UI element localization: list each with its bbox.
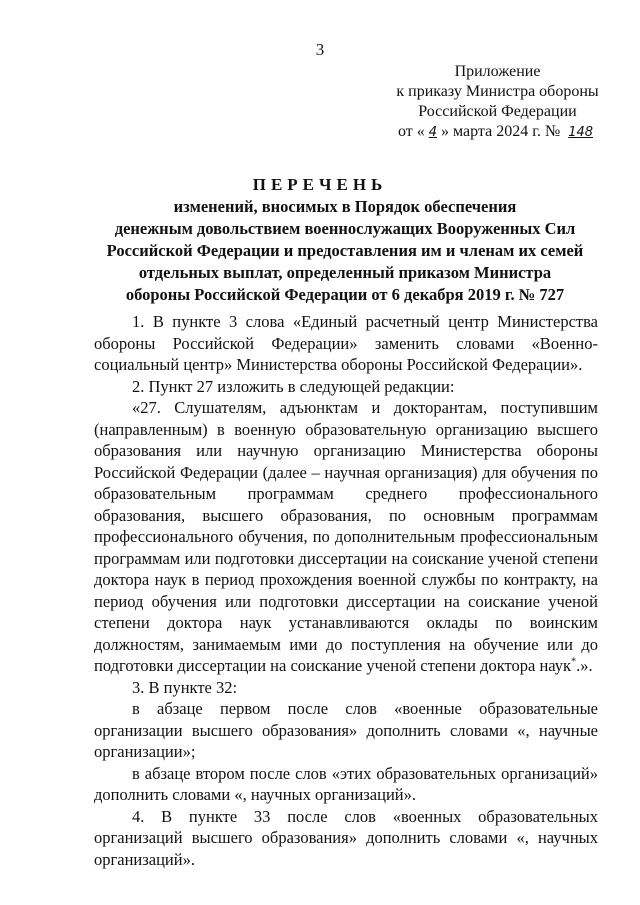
- appendix-line1: Приложение: [454, 63, 541, 80]
- paragraph-2: 2. Пункт 27 изложить в следующей редакции:: [132, 376, 455, 396]
- appendix-block: [370, 62, 625, 143]
- subtitle-line: денежным довольствием военнослужащих Вооруженных Сил: [114, 219, 576, 238]
- subtitle-line: Российской Федерации и предоставления им и членам их семей: [106, 241, 584, 260]
- subtitle-line: обороны Российской Федерации от 6 декабря 2019 г. № 727: [125, 285, 565, 304]
- subtitle-line: изменений, вносимых в Порядок обеспечения: [173, 197, 517, 216]
- handwritten-number: 148: [568, 125, 594, 140]
- page-number: 3: [315, 40, 325, 59]
- appendix-line2: к приказу Министра обороны: [396, 83, 599, 100]
- footnote-mark: *: [571, 656, 577, 668]
- paragraph-1: 1. В пункте 3 слова «Единый расчетный центр Министерства обороны Российской Федерации» заменить словами «Военно-социальный центр» Министерства обороны Российской Федерации».: [94, 312, 598, 374]
- paragraph-3-text: «27. Слушателям, адъюнктам и докторантам, поступившим (направленным) в военную образовательную организацию высшего образования или научную организацию Министерства обороны Российской Федерации (далее – научная организация) для обучения по образовательным программам среднего профессионального образования, высшего образования, по основным программам профессионального обучения, по дополнительным профессиональным программам или подготовки диссертации на соискание ученой степени доктора наук в период прохождения военной службы по контракту, на период обучения или подготовки диссертации на соискание ученой степени доктора наук устанавливаются оклады по воинским должностям, занимаемым ими до поступления на обучение или до подготовки диссертации на соискание ученой степени доктора наук: [94, 398, 598, 675]
- document-title: ПЕРЕЧЕНЬ: [252, 175, 388, 194]
- document-subtitle: [90, 196, 600, 306]
- handwritten-day: 4: [428, 125, 437, 140]
- paragraph-3-end: .».: [576, 656, 593, 675]
- paragraph-4: 3. В пункте 32:: [132, 677, 238, 697]
- paragraph-6: в абзаце втором после слов «этих образовательных организаций» дополнить словами «, научных организаций».: [94, 763, 598, 804]
- date-middle: » марта 2024 г. №: [441, 123, 561, 140]
- paragraph-5: в абзаце первом после слов «военные образовательные организации высшего образования» дополнить словами «, научные организации»;: [94, 699, 598, 761]
- subtitle-line: отдельных выплат, определенный приказом Министра: [138, 263, 552, 282]
- paragraph-3: [94, 397, 598, 677]
- date-prefix: от «: [397, 123, 425, 140]
- document-body: [94, 311, 598, 870]
- appendix-line3: Российской Федерации: [418, 103, 577, 120]
- appendix-date: [370, 122, 625, 143]
- paragraph-7: 4. В пункте 33 после слов «военных образовательных организаций высшего образования» дополнить словами «, научных организаций».: [94, 806, 598, 869]
